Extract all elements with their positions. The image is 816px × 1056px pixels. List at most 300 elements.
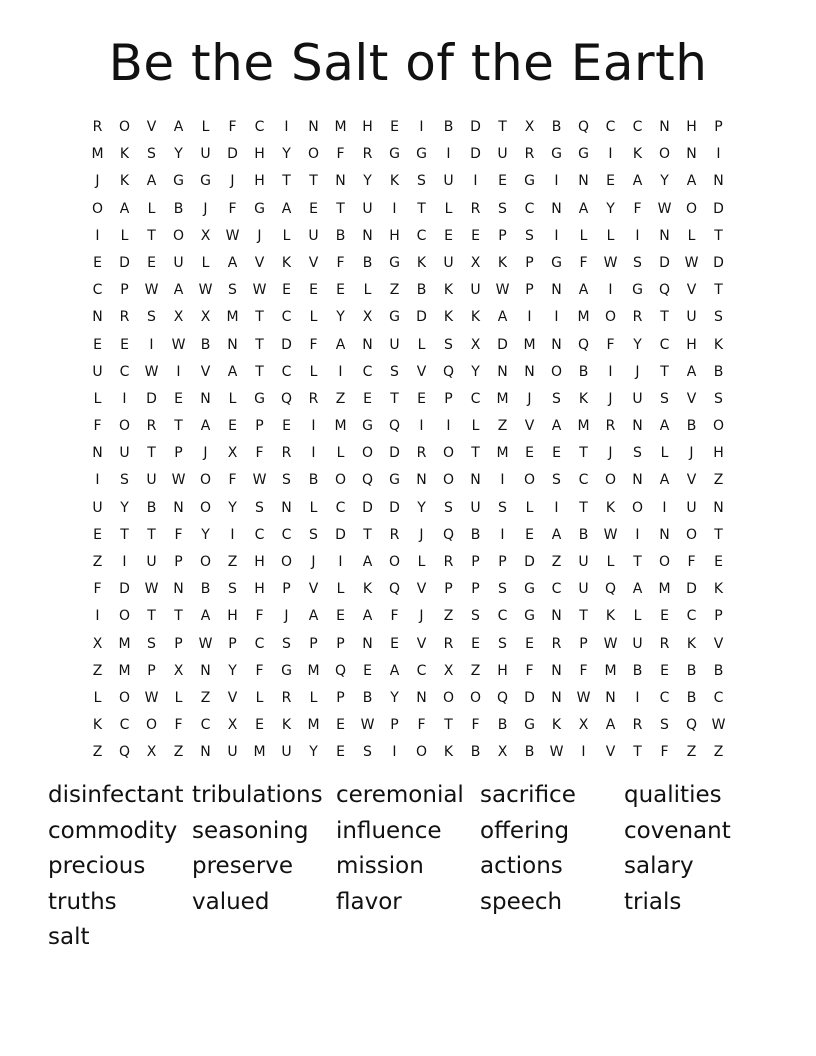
grid-letter: I [95,608,100,625]
grid-letter: E [336,717,345,734]
grid-letter: E [174,390,183,407]
grid-letter: J [419,526,424,543]
grid-letter: E [282,418,291,435]
grid-letter: F [93,418,102,435]
grid-letter: E [660,662,669,679]
grid-letter: Z [92,554,103,570]
grid-letter: I [446,146,451,163]
grid-letter: V [416,635,427,652]
grid-letter: T [579,499,588,516]
grid-letter: X [200,309,211,326]
grid-letter: V [605,744,616,761]
grid-letter: N [551,282,562,299]
grid-letter: W [252,472,267,489]
grid-letter: F [471,717,480,734]
grid-letter: A [389,662,400,679]
grid-letter: K [92,717,103,734]
grid-letter: K [686,635,697,652]
grid-letter: F [228,472,237,489]
grid-letter: E [336,282,345,299]
grid-letter: M [307,662,320,679]
grid-letter: B [470,526,481,543]
grid-letter: Z [335,390,346,407]
grid-letter: F [309,336,318,353]
grid-letter: R [146,418,157,435]
grid-letter: W [252,282,267,299]
grid-letter: P [255,418,264,435]
grid-letter: R [281,689,292,706]
grid-letter: Z [173,744,184,761]
grid-letter: K [389,173,400,190]
grid-letter: I [500,472,505,489]
grid-letter: B [362,254,373,271]
grid-letter: L [633,608,642,625]
grid-letter: F [579,662,588,679]
grid-letter: T [417,200,426,217]
grid-letter: Q [118,744,131,761]
grid-letter: N [335,173,346,190]
grid-letter: W [360,717,375,734]
grid-letter: R [308,390,319,407]
grid-letter: T [498,119,507,135]
grid-letter: Q [442,363,455,380]
grid-letter: A [497,309,508,326]
grid-letter: X [173,662,184,679]
word-list-item: salt [48,924,90,950]
grid-letter: B [551,119,562,135]
grid-letter: L [606,554,615,570]
grid-letter: S [498,499,507,516]
grid-letter: H [254,146,265,163]
grid-letter: O [631,499,644,516]
grid-letter: N [416,472,427,489]
grid-letter: U [578,581,589,598]
grid-letter: G [524,581,535,598]
grid-letter: O [145,717,158,734]
grid-letter: O [604,309,617,326]
grid-letter: N [551,200,562,217]
grid-letter: I [662,499,667,516]
grid-letter: O [388,554,401,570]
grid-letter: O [199,472,212,489]
grid-letter: P [471,581,480,598]
grid-letter: B [578,363,589,380]
grid-letter: W [576,689,591,706]
grid-letter: B [524,744,535,761]
grid-letter: Y [336,309,345,326]
grid-letter: T [633,554,642,570]
grid-letter: P [444,390,453,407]
grid-letter: N [281,499,292,516]
grid-letter: P [444,581,453,598]
grid-letter: Z [443,608,454,625]
grid-letter: A [362,608,373,625]
grid-letter: D [497,336,508,353]
grid-letter: R [551,635,562,652]
grid-letter: O [523,472,536,489]
grid-letter: I [473,173,478,190]
grid-letter: W [603,526,618,543]
grid-letter: V [686,390,697,407]
grid-letter: Y [282,146,291,163]
grid-letter: A [362,554,373,570]
grid-letter: V [416,363,427,380]
grid-letter: A [551,526,562,543]
grid-letter: T [714,526,723,543]
grid-letter: T [255,309,264,326]
grid-letter: G [389,146,400,163]
grid-letter: E [363,662,372,679]
grid-letter: W [603,254,618,271]
grid-letter: A [551,418,562,435]
grid-letter: T [390,390,399,407]
grid-letter: M [334,418,347,435]
word-list-item: seasoning [192,817,309,844]
grid-letter: S [390,363,399,380]
grid-letter: X [470,254,481,271]
grid-letter: N [713,173,724,190]
grid-letter: A [578,282,589,299]
grid-letter: M [91,146,104,163]
grid-letter: K [443,282,454,299]
grid-letter: E [309,282,318,299]
word-list-item: qualities [624,782,722,808]
grid-letter: C [200,717,211,734]
grid-letter: J [608,390,613,407]
grid-letter: A [146,173,157,190]
grid-letter: G [362,418,373,435]
grid-letter: L [444,200,453,217]
grid-letter: G [632,282,643,299]
grid-letter: F [174,717,183,734]
grid-letter: Y [201,526,210,543]
grid-letter: L [687,227,696,244]
grid-letter: I [95,472,100,489]
grid-letter: X [92,635,103,652]
grid-letter: C [92,282,103,299]
grid-letter: O [658,146,671,163]
grid-letter: S [363,744,372,761]
grid-letter: N [497,363,508,380]
grid-letter: W [603,635,618,652]
grid-letter: D [416,309,427,326]
grid-letter: L [282,227,291,244]
grid-letter: B [200,581,211,598]
grid-letter: E [363,390,372,407]
grid-letter: F [228,200,237,217]
grid-letter: B [416,282,427,299]
grid-letter: O [172,227,185,244]
grid-letter: I [392,200,397,217]
grid-letter: L [93,390,102,407]
grid-letter: U [443,173,454,190]
grid-letter: E [660,608,669,625]
grid-letter: T [660,309,669,326]
grid-letter: W [198,635,213,652]
grid-letter: U [92,499,103,516]
grid-letter: O [334,472,347,489]
grid-letter: M [118,635,131,652]
grid-letter: W [171,336,186,353]
grid-letter: Y [120,499,129,516]
grid-letter: L [309,363,318,380]
grid-letter: Q [388,418,401,435]
grid-letter: O [118,418,131,435]
grid-letter: L [93,689,102,706]
grid-letter: I [554,173,559,190]
grid-letter: I [608,146,613,163]
grid-letter: P [525,254,534,271]
grid-letter: E [255,717,264,734]
grid-letter: S [282,635,291,652]
grid-letter: R [632,717,643,734]
grid-letter: G [200,173,211,190]
grid-letter: T [579,608,588,625]
grid-letter: N [659,119,670,135]
grid-letter: V [308,254,319,271]
grid-letter: I [338,363,343,380]
grid-letter: N [173,499,184,516]
grid-letter: H [254,581,265,598]
grid-letter: V [308,581,319,598]
grid-letter: Q [658,282,671,299]
grid-letter: Y [228,499,237,516]
grid-letter: L [579,227,588,244]
grid-letter: R [92,119,103,135]
grid-letter: U [686,309,697,326]
grid-letter: L [417,554,426,570]
grid-letter: O [199,554,212,570]
grid-letter: E [336,608,345,625]
grid-letter: I [608,282,613,299]
grid-letter: L [363,282,372,299]
grid-letter: S [552,472,561,489]
grid-letter: I [554,227,559,244]
grid-letter: B [335,227,346,244]
grid-letter: E [390,119,399,135]
grid-letter: Z [389,282,400,299]
grid-letter: F [390,608,399,625]
grid-letter: X [173,309,184,326]
grid-letter: W [144,689,159,706]
grid-letter: S [660,390,669,407]
grid-letter: V [686,282,697,299]
grid-letter: Y [363,173,372,190]
grid-letter: A [686,173,697,190]
grid-letter: E [120,336,129,353]
grid-letter: K [119,173,130,190]
word-list-item: preserve [192,853,294,879]
word-list-item: salary [624,853,694,879]
grid-letter: P [525,282,534,299]
grid-letter: G [389,254,400,271]
grid-letter: A [281,200,292,217]
grid-letter: A [632,581,643,598]
grid-letter: V [254,254,265,271]
grid-letter: W [198,282,213,299]
grid-letter: C [281,309,292,326]
grid-letter: M [334,119,347,135]
grid-letter: F [255,662,264,679]
grid-letter: O [415,744,428,761]
grid-letter: D [119,254,130,271]
grid-letter: J [608,445,613,462]
grid-letter: K [713,581,724,598]
grid-letter: P [471,554,480,570]
grid-letter: J [203,200,208,217]
word-list-item: ceremonial [336,782,464,808]
grid-letter: F [336,254,345,271]
grid-letter: T [714,282,723,299]
grid-letter: T [309,173,318,190]
grid-letter: Y [606,200,615,217]
grid-letter: E [525,526,534,543]
grid-letter: I [446,418,451,435]
grid-letter: M [226,309,239,326]
grid-letter: S [633,445,642,462]
word-list [48,778,768,956]
grid-letter: L [606,227,615,244]
grid-letter: P [120,282,129,299]
grid-letter: I [635,227,640,244]
grid-letter: U [281,744,292,761]
grid-letter: E [525,445,534,462]
word-list-item: sacrifice [480,782,576,808]
grid-letter: U [362,200,373,217]
grid-letter: S [282,472,291,489]
grid-letter: U [686,499,697,516]
grid-letter: C [605,119,616,135]
grid-letter: T [255,363,264,380]
grid-letter: U [92,363,103,380]
grid-letter: F [687,554,696,570]
grid-letter: S [228,581,237,598]
grid-letter: R [659,635,670,652]
grid-letter: K [632,146,643,163]
grid-letter: R [524,146,535,163]
grid-letter: C [551,581,562,598]
letter-grid [84,114,732,767]
grid-letter: W [495,282,510,299]
grid-letter: O [442,689,455,706]
grid-letter: K [497,254,508,271]
grid-letter: S [525,227,534,244]
grid-letter: N [200,744,211,761]
grid-letter: A [335,336,346,353]
word-list-item: influence [336,817,442,844]
grid-letter: M [253,744,266,761]
grid-letter: I [230,526,235,543]
word-list-item: disinfectant [48,782,184,808]
grid-letter: O [685,526,698,543]
grid-letter: X [362,309,373,326]
grid-letter: S [417,173,426,190]
grid-letter: O [442,445,455,462]
grid-letter: W [657,200,672,217]
grid-letter: W [225,227,240,244]
grid-letter: V [686,472,697,489]
grid-letter: W [711,717,726,734]
grid-letter: O [307,146,320,163]
grid-letter: B [470,744,481,761]
grid-letter: S [633,254,642,271]
grid-letter: B [686,418,697,435]
grid-letter: P [309,635,318,652]
grid-letter: C [254,119,265,135]
grid-letter: E [471,635,480,652]
grid-letter: P [174,554,183,570]
grid-letter: B [173,200,184,217]
grid-letter: A [632,173,643,190]
grid-letter: C [281,363,292,380]
grid-letter: H [497,662,508,679]
grid-letter: K [119,146,130,163]
grid-letter: S [147,146,156,163]
grid-letter: P [498,227,507,244]
grid-letter: X [578,717,589,734]
grid-letter: O [91,200,104,217]
grid-letter: P [228,635,237,652]
grid-letter: U [632,635,643,652]
grid-letter: R [443,554,454,570]
word-list-item: trials [624,888,682,915]
grid-letter: U [497,146,508,163]
grid-letter: I [581,744,586,761]
grid-letter: U [119,445,130,462]
grid-letter: G [551,146,562,163]
grid-letter: R [632,309,643,326]
grid-letter: U [470,282,481,299]
grid-letter: I [122,390,127,407]
grid-letter: E [336,744,345,761]
grid-letter: U [308,227,319,244]
grid-letter: H [686,336,697,353]
grid-letter: A [659,418,670,435]
grid-letter: D [335,526,346,543]
grid-letter: Y [660,173,669,190]
grid-letter: N [200,662,211,679]
grid-letter: N [551,662,562,679]
grid-letter: D [524,554,535,570]
grid-letter: O [199,499,212,516]
grid-letter: N [551,689,562,706]
grid-letter: W [144,581,159,598]
grid-letter: Z [497,418,508,435]
grid-letter: Z [551,554,562,570]
grid-letter: E [309,200,318,217]
grid-letter: E [525,635,534,652]
grid-letter: I [419,418,424,435]
grid-letter: F [525,662,534,679]
grid-letter: G [524,717,535,734]
grid-letter: Y [633,336,642,353]
page-title: Be the Salt of the Earth [108,34,708,92]
grid-letter: C [119,717,130,734]
grid-letter: Z [92,744,103,761]
grid-letter: I [635,526,640,543]
grid-letter: B [308,472,319,489]
grid-letter: N [659,227,670,244]
grid-letter: B [713,363,724,380]
grid-letter: N [551,608,562,625]
grid-letter: T [633,744,642,761]
grid-letter: C [416,662,427,679]
grid-letter: P [579,635,588,652]
grid-letter: O [361,445,374,462]
grid-letter: S [147,635,156,652]
grid-letter: Q [361,472,374,489]
grid-letter: S [147,309,156,326]
